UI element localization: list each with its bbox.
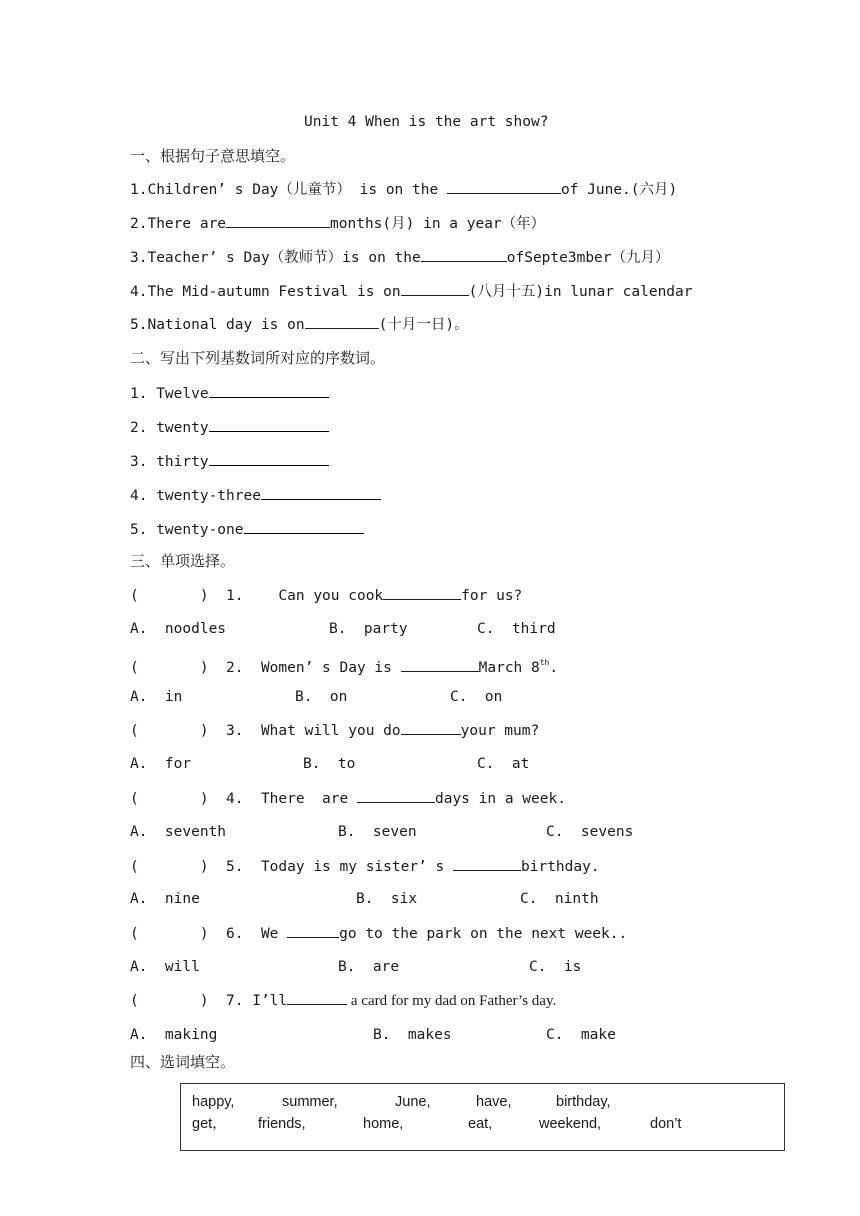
ordinal-suffix: th (539, 658, 550, 667)
q5-option-c[interactable]: C. ninth (520, 891, 599, 907)
q1-option-b[interactable]: B. party (329, 621, 408, 637)
q3-stem (130, 720, 539, 741)
answer-blank[interactable] (421, 247, 507, 262)
q6-option-a[interactable]: A. will (130, 959, 200, 975)
answer-blank[interactable] (453, 856, 521, 871)
s2-item-1-text: 1. Twelve (130, 386, 209, 402)
s2-item-5 (130, 518, 364, 540)
answer-blank[interactable] (209, 382, 329, 398)
q7-option-a[interactable]: A. making (130, 1027, 218, 1043)
answer-blank[interactable] (401, 657, 479, 672)
word-bank-item: have, (476, 1094, 512, 1110)
q1-text: ( ) 1. Can you cook (130, 588, 384, 604)
s1-item-3-tail: ofSepte3mber（九月） (506, 250, 670, 266)
q4-option-b[interactable]: B. seven (338, 824, 417, 840)
q6-text: ( ) 6. We (130, 926, 288, 942)
q5-stem (130, 856, 600, 877)
q5-option-a[interactable]: A. nine (130, 891, 200, 907)
s2-item-5-text: 5. twenty-one (130, 522, 244, 538)
q2-option-a[interactable]: A. in (130, 689, 183, 705)
s1-item-5-text: 5.National day is on (130, 317, 305, 333)
s2-item-4-text: 4. twenty-three (130, 488, 261, 504)
s2-item-1 (130, 382, 329, 404)
s1-item-2 (130, 213, 545, 234)
s1-item-4 (130, 281, 693, 302)
answer-blank[interactable] (383, 585, 461, 600)
s2-item-2 (130, 416, 329, 438)
answer-blank[interactable] (244, 518, 364, 534)
q3-option-c[interactable]: C. at (477, 756, 530, 772)
q1-stem (130, 585, 522, 606)
q1-option-a[interactable]: A. noodles (130, 621, 227, 637)
word-bank-item: weekend, (539, 1116, 602, 1132)
q6-option-c[interactable]: C. is (529, 959, 582, 975)
word-bank-item: eat, (468, 1116, 493, 1132)
q7-text: ( ) 7. I’ll (130, 993, 288, 1009)
q7-stem (130, 990, 556, 1011)
s1-item-3-text: 3.Teacher’ s Day（教师节）is on the (130, 250, 421, 266)
q3-option-b[interactable]: B. to (303, 756, 356, 772)
q3-text: ( ) 3. What will you do (130, 723, 401, 739)
q4-tail: days in a week. (434, 791, 566, 807)
s2-item-4 (130, 484, 381, 506)
answer-blank[interactable] (209, 450, 329, 466)
q7-option-b[interactable]: B. makes (373, 1027, 452, 1043)
q3-option-a[interactable]: A. for (130, 756, 192, 772)
answer-blank[interactable] (261, 484, 381, 500)
answer-blank[interactable] (209, 416, 329, 432)
q2-text: ( ) 2. Women’ s Day is (130, 660, 401, 676)
q7-tail: a card for my dad on Father’s day. (347, 993, 557, 1009)
s2-item-3-text: 3. thirty (130, 454, 209, 470)
section1-heading: 一、根据句子意思填空。 (130, 147, 296, 165)
page-title: Unit 4 When is the art show? (304, 114, 549, 130)
q5-text: ( ) 5. Today is my sister’ s (130, 859, 454, 875)
q2-stem (130, 653, 558, 678)
q1-option-c[interactable]: C. third (477, 621, 556, 637)
word-bank-item: birthday, (556, 1094, 611, 1110)
q5-option-b[interactable]: B. six (356, 891, 418, 907)
s1-item-5 (130, 314, 469, 335)
s1-item-1-text: 1.Children’ s Day（儿童节） is on the (130, 182, 447, 198)
q1-tail: for us? (461, 588, 523, 604)
s2-item-2-text: 2. twenty (130, 420, 209, 436)
s1-item-2-tail: months(月) in a year（年） (330, 216, 546, 232)
s1-item-4-text: 4.The Mid-autumn Festival is on (130, 284, 401, 300)
q7-option-c[interactable]: C. make (546, 1027, 616, 1043)
q4-stem (130, 788, 566, 809)
q4-option-a[interactable]: A. seventh (130, 824, 227, 840)
answer-blank[interactable] (447, 179, 561, 194)
q3-tail: your mum? (460, 723, 540, 739)
q6-tail: go to the park on the next week.. (339, 926, 628, 942)
word-bank-item: summer, (282, 1094, 338, 1110)
answer-blank[interactable] (287, 990, 347, 1005)
word-bank-item: June, (395, 1094, 431, 1110)
q4-option-c[interactable]: C. sevens (546, 824, 634, 840)
section4-heading: 四、选词填空。 (130, 1053, 236, 1071)
word-bank-box (180, 1083, 785, 1151)
s1-item-5-tail: (十月一日)。 (378, 317, 469, 333)
s2-item-3 (130, 450, 329, 472)
word-bank-item: happy, (192, 1094, 235, 1110)
q4-text: ( ) 4. There are (130, 791, 357, 807)
word-bank-item: get， (192, 1116, 227, 1132)
q6-option-b[interactable]: B. are (338, 959, 400, 975)
answer-blank[interactable] (226, 213, 330, 228)
q5-tail: birthday. (521, 859, 600, 875)
q2-period: . (549, 660, 559, 676)
s1-item-4-tail: (八月十五)in lunar calendar (468, 284, 693, 300)
answer-blank[interactable] (401, 281, 469, 296)
section3-heading: 三、单项选择。 (130, 552, 236, 570)
q2-tail: March 8 (478, 660, 540, 676)
section2-heading: 二、写出下列基数词所对应的序数词。 (130, 349, 386, 367)
answer-blank[interactable] (357, 788, 435, 803)
q2-option-b[interactable]: B. on (295, 689, 348, 705)
word-bank-item: don’t (650, 1116, 682, 1132)
answer-blank[interactable] (305, 314, 379, 329)
q2-option-c[interactable]: C. on (450, 689, 503, 705)
word-bank-item: friends, (258, 1116, 306, 1132)
s1-item-1 (130, 179, 677, 200)
q6-stem (130, 923, 627, 944)
s1-item-2-text: 2.There are (130, 216, 227, 232)
answer-blank[interactable] (401, 720, 461, 735)
word-bank-item: home, (363, 1116, 404, 1132)
s1-item-1-tail: of June.(六月) (560, 182, 678, 198)
s1-item-3 (130, 247, 670, 268)
answer-blank[interactable] (287, 923, 339, 938)
